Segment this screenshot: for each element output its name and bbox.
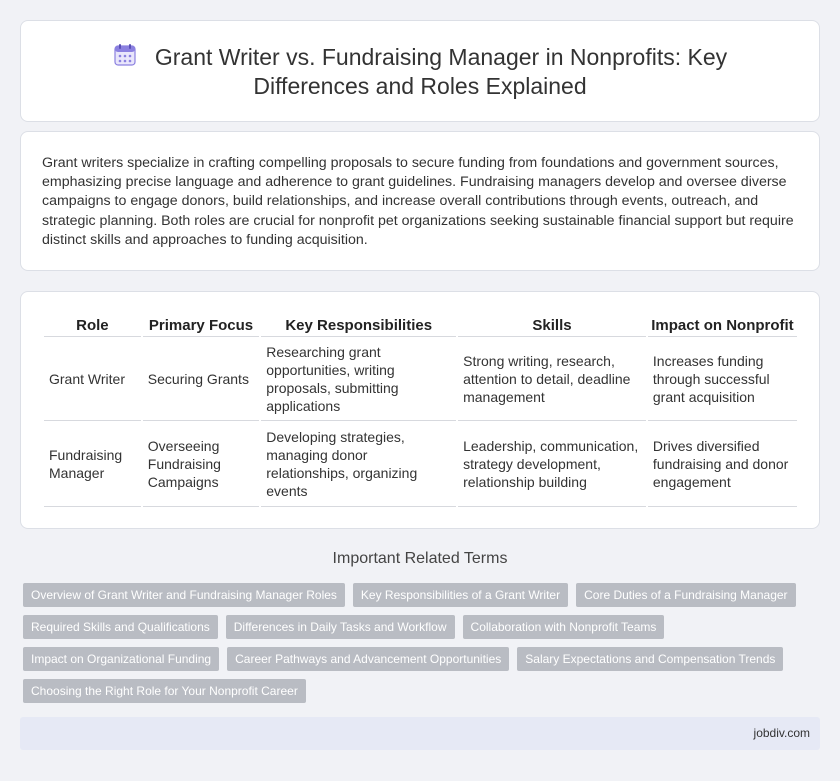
header-impact: Impact on Nonprofit [648, 315, 797, 337]
related-terms-heading: Important Related Terms [332, 550, 508, 567]
table-cell: Leadership, communication, strategy development, relationship building [458, 421, 646, 507]
table-cell: Researching grant opportunities, writing proposals, submitting applications [261, 337, 456, 421]
table-cell: Strong writing, research, attention to detail, deadline management [458, 337, 646, 421]
header-role: Role [44, 315, 141, 337]
related-term-tag[interactable]: Impact on Organizational Funding [23, 647, 219, 671]
intro-card [20, 131, 820, 271]
header-primary-focus: Primary Focus [143, 315, 259, 337]
related-term-tag[interactable]: Required Skills and Qualifications [23, 615, 218, 639]
comparison-table-card [20, 291, 820, 529]
table-header-row [44, 315, 797, 337]
related-term-tag[interactable]: Core Duties of a Fundraising Manager [576, 583, 795, 607]
table-cell: Securing Grants [143, 337, 259, 421]
related-term-tag[interactable]: Career Pathways and Advancement Opportunities [227, 647, 509, 671]
table-cell: Grant Writer [44, 337, 141, 421]
related-term-tag[interactable]: Differences in Daily Tasks and Workflow [226, 615, 455, 639]
comparison-table [42, 315, 799, 507]
header-skills: Skills [458, 315, 646, 337]
header-key-responsibilities: Key Responsibilities [261, 315, 456, 337]
table-row [44, 421, 797, 507]
table-cell: Fundraising Manager [44, 421, 141, 507]
page-title-container [21, 43, 819, 101]
related-term-tag[interactable]: Collaboration with Nonprofit Teams [463, 615, 665, 639]
page-title: Grant Writer vs. Fundraising Manager in Nonprofits: Key Differences and Roles Explained [154, 44, 728, 99]
related-term-tag[interactable]: Salary Expectations and Compensation Trends [517, 647, 783, 671]
calendar-icon [113, 43, 137, 67]
related-term-tag[interactable]: Overview of Grant Writer and Fundraising Manager Roles [23, 583, 345, 607]
table-cell: Drives diversified fundraising and donor engagement [648, 421, 797, 507]
table-row [44, 337, 797, 421]
related-terms-list [23, 583, 813, 711]
table-cell: Developing strategies, managing donor relationships, organizing events [261, 421, 456, 507]
title-card [20, 20, 820, 122]
footer [20, 717, 820, 750]
related-term-tag[interactable]: Key Responsibilities of a Grant Writer [353, 583, 568, 607]
footer-brand-link[interactable]: jobdiv.com [753, 726, 810, 740]
table-cell: Increases funding through successful grant acquisition [648, 337, 797, 421]
table-cell: Overseeing Fundraising Campaigns [143, 421, 259, 507]
intro-paragraph: Grant writers specialize in crafting compelling proposals to secure funding from foundations and government sources, emphasizing precise language and adherence to grant guidelines. Fundraising managers develop and oversee diverse campaigns to engage donors, build relationships, and increase overall contributions through events, outreach, and strategic planning. Both roles are crucial for nonprofit pet organizations seeking sustainable financial support but require distinct skills and approaches to funding acquisition. [42, 155, 794, 248]
related-term-tag[interactable]: Choosing the Right Role for Your Nonprofit Career [23, 679, 306, 703]
